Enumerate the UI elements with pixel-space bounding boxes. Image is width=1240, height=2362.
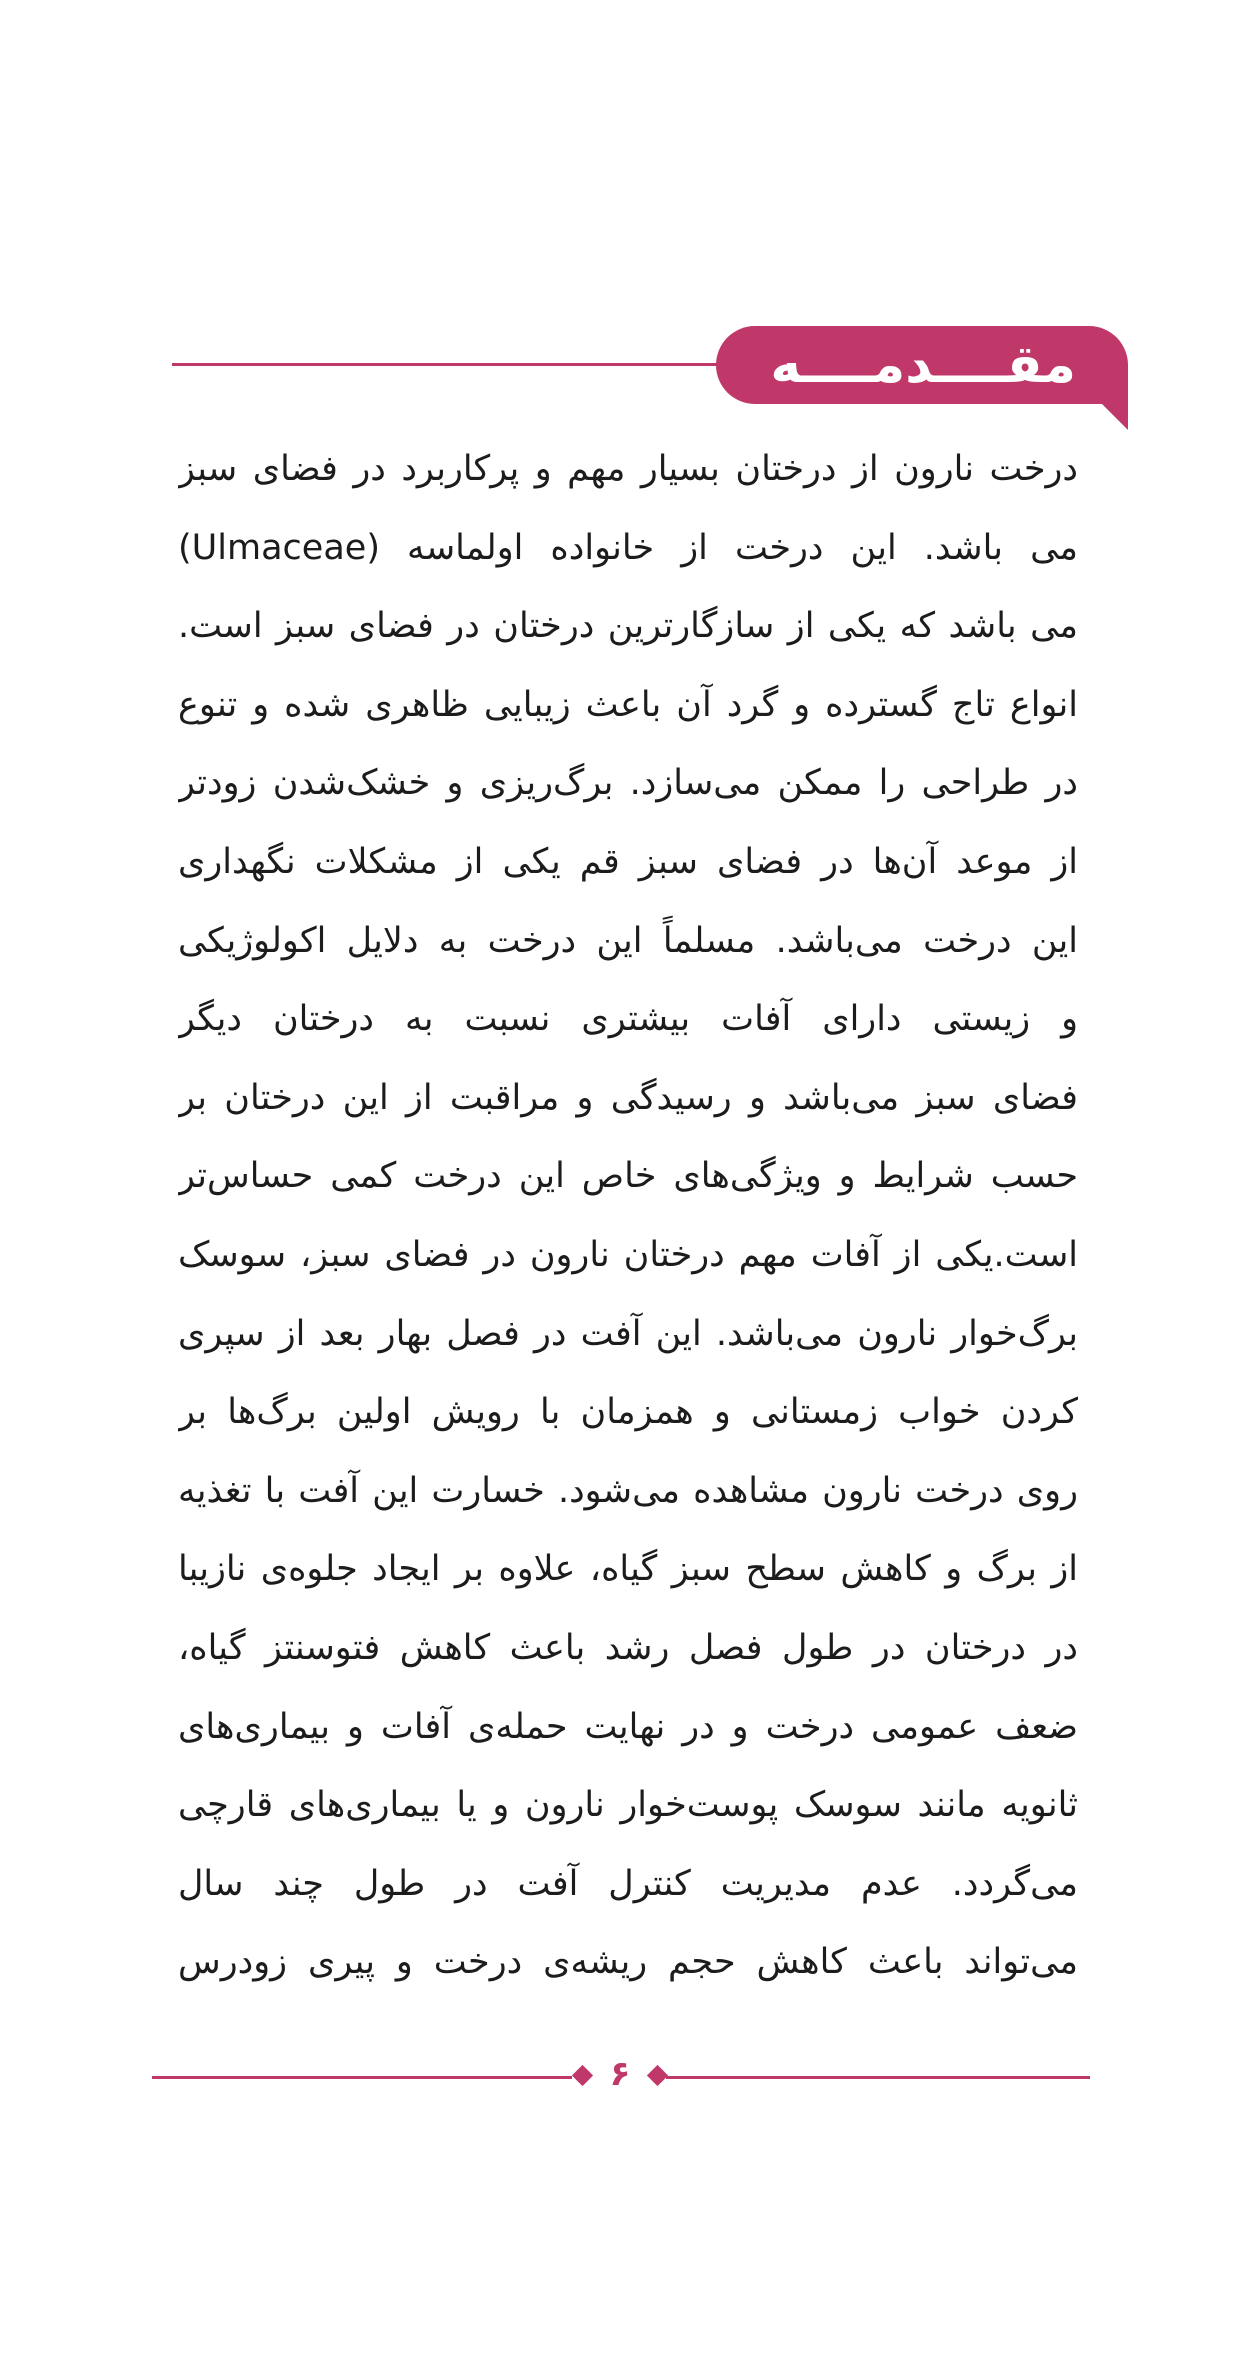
body-line: حسب شرایط و ویژگی‌های خاص این درخت کمی حساس‌تر [178,1156,1078,1197]
body-line: این درخت می‌باشد. مسلماً این درخت به دلایل اکولوژیکی [178,920,1078,961]
body-line: در درختان در طول فصل رشد باعث کاهش فتوسنتز گیاه، [178,1627,1078,1668]
body-line: از موعد آن‌ها در فضای سبز قم یکی از مشکلات نگهداری [178,841,1078,882]
body-line: در طراحی را ممکن می‌سازد. برگ‌ریزی و خشک‌شدن زودتر [178,763,1078,804]
body-line: ثانویه مانند سوسک پوست‌خوار نارون و یا بیماری‌های قارچی [178,1785,1078,1826]
heading-tab-tail [1098,400,1128,430]
body-line: کردن خواب زمستانی و همزمان با رویش اولین برگ‌ها بر [178,1392,1078,1433]
body-line: روی درخت نارون مشاهده می‌شود. خسارت این آفت با تغذیه [178,1470,1078,1511]
body-line: از برگ و کاهش سطح سبز گیاه، علاوه بر ایجاد جلوه‌ی نازیبا [178,1549,1078,1590]
body-line: می‌تواند باعث کاهش حجم ریشه‌ی درخت و پیری زودرس [178,1942,1078,1983]
heading-rule [172,363,732,366]
body-line: می باشد. این درخت از خانواده اولماسه (Ulmaceae) [178,527,1078,568]
body-line: است.یکی از آفات مهم درختان نارون در فضای سبز، سوسک [178,1234,1078,1275]
body-line: ضعف عمومی درخت و در نهایت حمله‌ی آفات و بیماری‌های [178,1706,1078,1747]
body-line: می باشد که یکی از سازگارترین درختان در فضای سبز است. [178,606,1078,647]
footer-rule-right [666,2076,1090,2079]
section-title: مقــــدمــــه [770,335,1076,395]
body-paragraph [178,430,1078,2002]
footer-rule-left [152,2076,572,2079]
body-line: فضای سبز می‌باشد و رسیدگی و مراقبت از این درختان بر [178,1077,1078,1118]
page-number: ۶ [609,2054,631,2094]
body-line: و زیستی دارای آفات بیشتری نسبت به درختان دیگر [178,999,1078,1040]
body-line: درخت نارون از درختان بسیار مهم و پرکاربرد در فضای سبز [178,449,1078,489]
body-line: برگ‌خوار نارون می‌باشد. این آفت در فصل بهار بعد از سپری [178,1313,1078,1354]
body-line: انواع تاج گسترده و گرد آن باعث زیبایی ظاهری شده و تنوع [178,684,1078,725]
body-line: می‌گردد. عدم مدیریت کنترل آفت در طول چند سال [178,1863,1078,1904]
